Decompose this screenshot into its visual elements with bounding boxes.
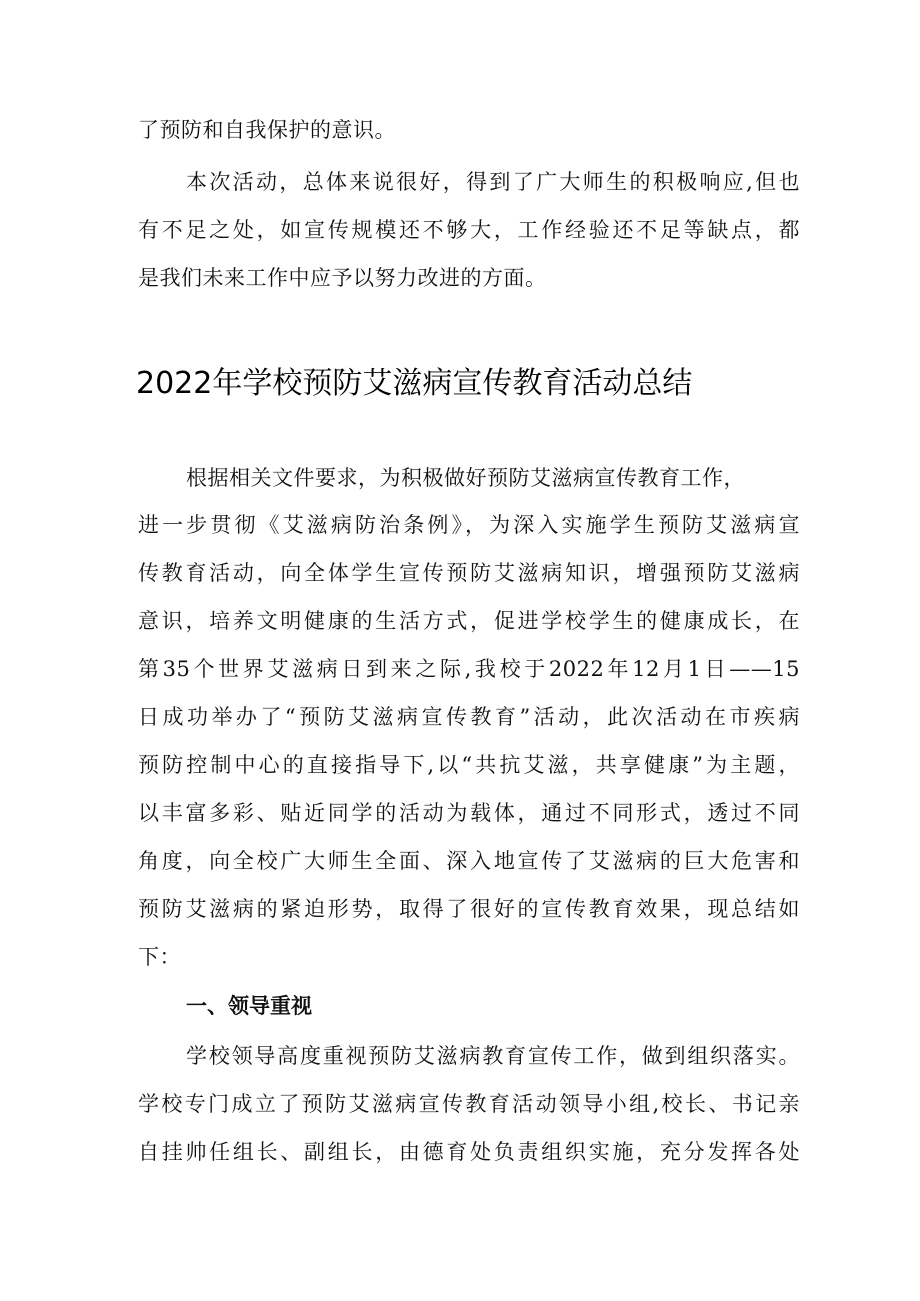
paragraph1-line-1: 根据相关文件要求，为积极做好预防艾滋病宣传教育工作， (186, 466, 745, 490)
paragraph1-line-11: 下： (138, 945, 181, 969)
paragraph1-line-9: 角度，向全校广大师生全面、深入地宣传了艾滋病的巨大危害和 (138, 849, 800, 873)
intro-line-1: 了预防和自我保护的意识。 (138, 118, 396, 142)
section1-line-2: 学校专门成立了预防艾滋病宣传教育活动领导小组,校长、书记亲 (138, 1092, 800, 1116)
paragraph1-line-10: 预防艾滋病的紧迫形势，取得了很好的宣传教育效果，现总结如 (138, 897, 800, 921)
paragraph1-line-6: 日成功举办了“预防艾滋病宣传教育”活动，此次活动在市疾病 (138, 705, 800, 729)
section1-heading: 一、领导重视 (186, 994, 312, 1018)
intro-line-3: 有不足之处，如宣传规模还不够大，工作经验还不足等缺点，都 (138, 218, 800, 242)
paragraph1-line-2: 进一步贯彻《艾滋病防治条例》，为深入实施学生预防艾滋病宣 (138, 513, 800, 537)
paragraph1-line-7: 预防控制中心的直接指导下,以“共抗艾滋，共享健康”为主题， (138, 753, 800, 777)
intro-line-4: 是我们未来工作中应予以努力改进的方面。 (138, 266, 547, 290)
intro-line-2: 本次活动，总体来说很好，得到了广大师生的积极响应,但也 (186, 170, 800, 194)
section1-line-1: 学校领导高度重视预防艾滋病教育宣传工作，做到组织落实。 (186, 1044, 800, 1068)
paragraph1-line-8: 以丰富多彩、贴近同学的活动为载体，通过不同形式，透过不同 (138, 801, 800, 825)
paragraph1-line-4: 意识，培养文明健康的生活方式，促进学校学生的健康成长，在 (138, 609, 800, 633)
paragraph1-line-3: 传教育活动，向全体学生宣传预防艾滋病知识，增强预防艾滋病 (138, 561, 800, 585)
paragraph1-line-5: 第35个世界艾滋病日到来之际,我校于2022年12月1日——15 (138, 657, 800, 681)
article-title: 2022年学校预防艾滋病宣传教育活动总结 (136, 366, 693, 401)
section1-line-3: 自挂帅任组长、副组长，由德育处负责组织实施，充分发挥各处 (138, 1140, 800, 1164)
